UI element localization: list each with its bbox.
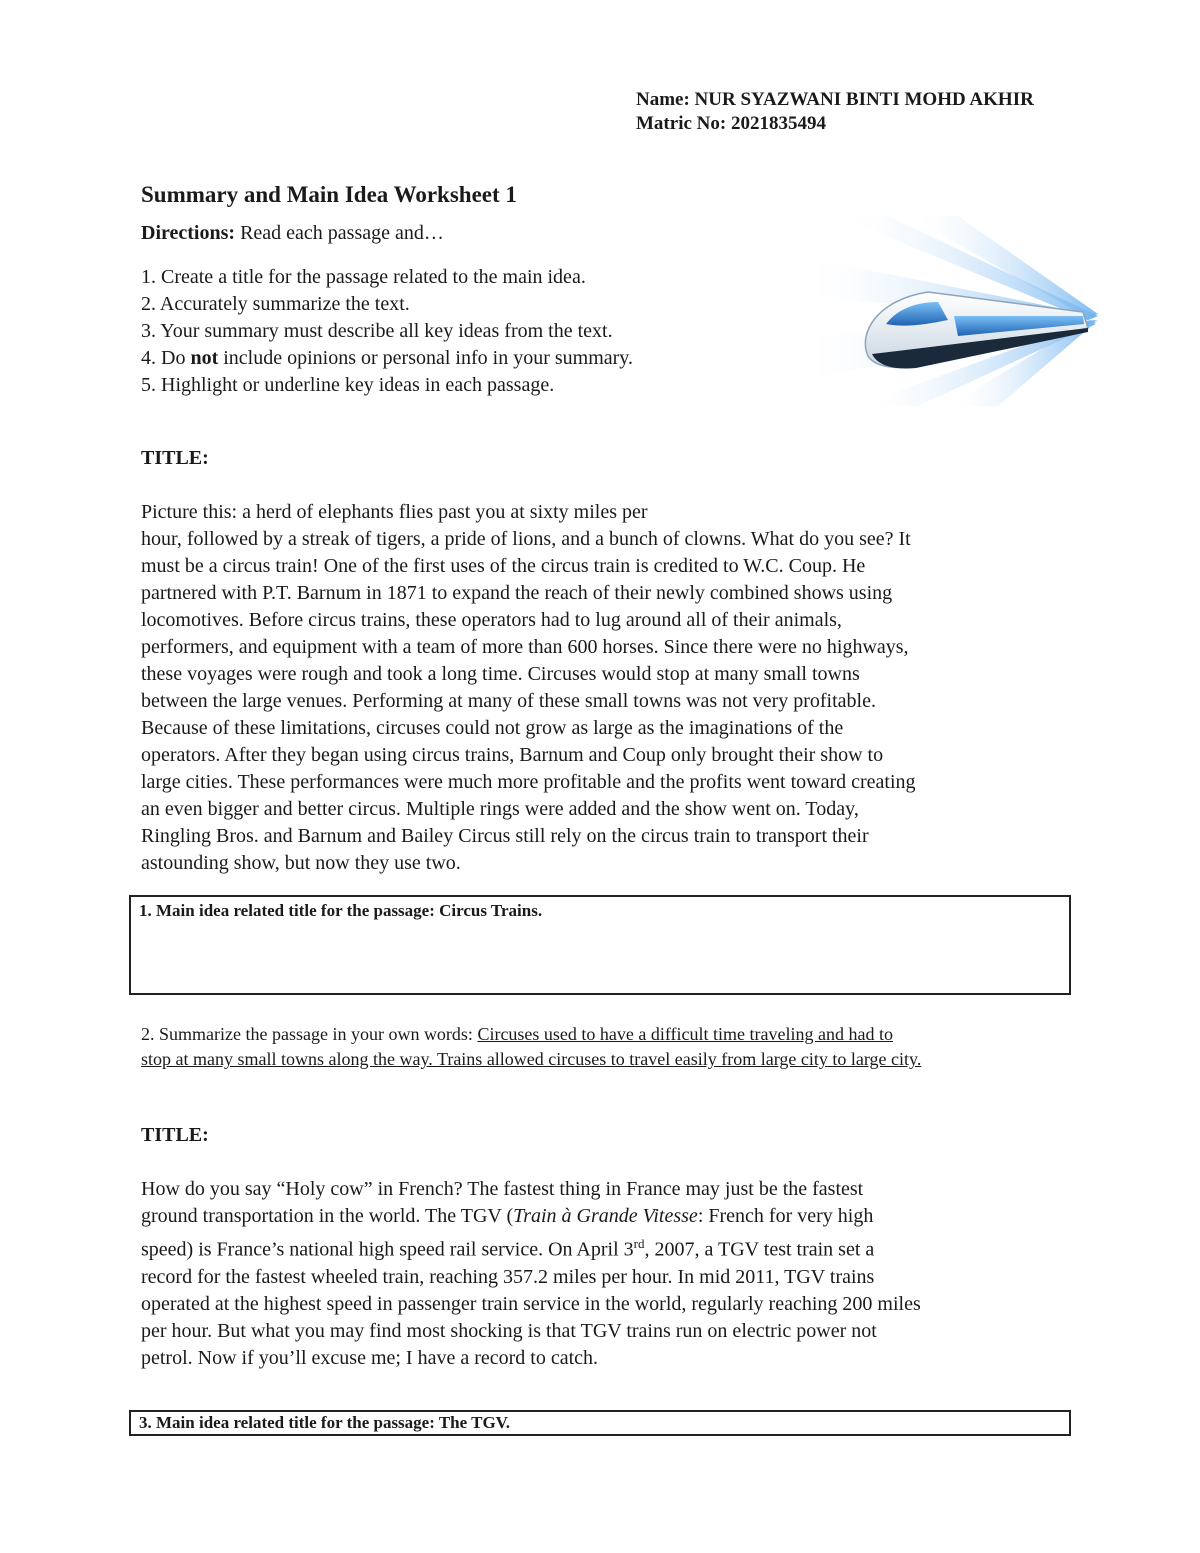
emphasis-not: not	[190, 347, 219, 369]
passage-line: large cities. These performances were much more profitable and the profits went toward creating	[141, 771, 916, 793]
instruction-text: 4. Do	[141, 347, 191, 369]
answer-box-1[interactable]	[129, 895, 1071, 995]
passage2-text	[141, 1176, 1061, 1372]
passage-text: ground transportation in the world. The TGV (	[141, 1205, 514, 1227]
passage-line: record for the fastest wheeled train, reaching 357.2 miles per hour. In mid 2011, TGV trains	[141, 1265, 875, 1288]
instruction-list	[141, 264, 633, 399]
directions-text: Read each passage and…	[235, 222, 444, 244]
passage-line: hour, followed by a streak of tigers, a pride of lions, and a bunch of clowns. What do you see? It	[141, 528, 911, 550]
passage-text: , 2007, a TGV test train set a	[644, 1238, 875, 1261]
summary-answer[interactable]: Circuses used to have a difficult time traveling and had to	[477, 1024, 893, 1044]
italic-term: Train à Grande Vitesse	[513, 1205, 698, 1227]
ordinal-suffix: rd	[633, 1236, 645, 1251]
passage-text: : French for very high	[697, 1205, 874, 1227]
passage1-title-label: TITLE:	[141, 447, 209, 469]
question-2-label: 2. Summarize the passage in your own words:	[141, 1024, 478, 1044]
matric-number: Matric No: 2021835494	[636, 113, 826, 134]
instruction-text: include opinions or personal info in your summary.	[218, 347, 633, 369]
instruction-item	[141, 345, 633, 372]
student-name: Name: NUR SYAZWANI BINTI MOHD AKHIR	[636, 89, 1034, 110]
directions-label: Directions:	[141, 222, 236, 244]
passage-line: Picture this: a herd of elephants flies past you at sixty miles per	[141, 501, 648, 523]
summary-answer[interactable]: stop at many small towns along the way. Trains allowed circuses to travel easily from large city to large city.	[141, 1049, 922, 1069]
passage-line: astounding show, but now they use two.	[141, 852, 461, 874]
passage-line: Ringling Bros. and Barnum and Bailey Circus still rely on the circus train to transport their	[141, 825, 869, 847]
passage-line: performers, and equipment with a team of more than 600 horses. Since there were no highways,	[141, 636, 909, 658]
instruction-item: 1. Create a title for the passage related to the main idea.	[141, 266, 586, 288]
answer-box-3[interactable]	[129, 1410, 1071, 1436]
high-speed-train-icon	[798, 216, 1098, 406]
passage-line	[141, 1203, 1061, 1230]
question-1: 1. Main idea related title for the passage: Circus Trains.	[139, 901, 543, 920]
passage-line: these voyages were rough and took a long time. Circuses would stop at many small towns	[141, 663, 860, 685]
instruction-item: 3. Your summary must describe all key ideas from the text.	[141, 320, 613, 342]
passage-line: locomotives. Before circus trains, these operators had to lug around all of their animals,	[141, 609, 842, 631]
instruction-item: 2. Accurately summarize the text.	[141, 293, 410, 315]
passage-line: Because of these limitations, circuses could not grow as large as the imaginations of the	[141, 717, 844, 739]
passage-line	[141, 1230, 1061, 1264]
passage-line: an even bigger and better circus. Multiple rings were added and the show went on. Today,	[141, 798, 859, 820]
passage-line: How do you say “Holy cow” in French? The fastest thing in France may just be the fastest	[141, 1178, 864, 1200]
passage1-text	[141, 499, 1061, 877]
passage-line: operators. After they began using circus trains, Barnum and Coup only brought their show to	[141, 744, 884, 766]
passage-line: petrol. Now if you’ll excuse me; I have a record to catch.	[141, 1346, 599, 1369]
passage-text: speed) is France’s national high speed rail service. On April 3	[141, 1238, 634, 1261]
passage-line: between the large venues. Performing at many of these small towns was not very profitable.	[141, 690, 876, 712]
question-2	[141, 1022, 1061, 1072]
directions	[141, 220, 444, 247]
passage2-title-label: TITLE:	[141, 1124, 209, 1146]
passage-line: operated at the highest speed in passenger train service in the world, regularly reaching 200 miles	[141, 1292, 921, 1315]
passage-line: per hour. But what you may find most shocking is that TGV trains run on electric power not	[141, 1319, 877, 1342]
worksheet-title: Summary and Main Idea Worksheet 1	[141, 182, 517, 207]
passage-line: partnered with P.T. Barnum in 1871 to expand the reach of their newly combined shows using	[141, 582, 893, 604]
question-3: 3. Main idea related title for the passage: The TGV.	[139, 1413, 511, 1432]
instruction-item: 5. Highlight or underline key ideas in each passage.	[141, 374, 555, 396]
passage-line: must be a circus train! One of the first uses of the circus train is credited to W.C. Coup. He	[141, 555, 866, 577]
